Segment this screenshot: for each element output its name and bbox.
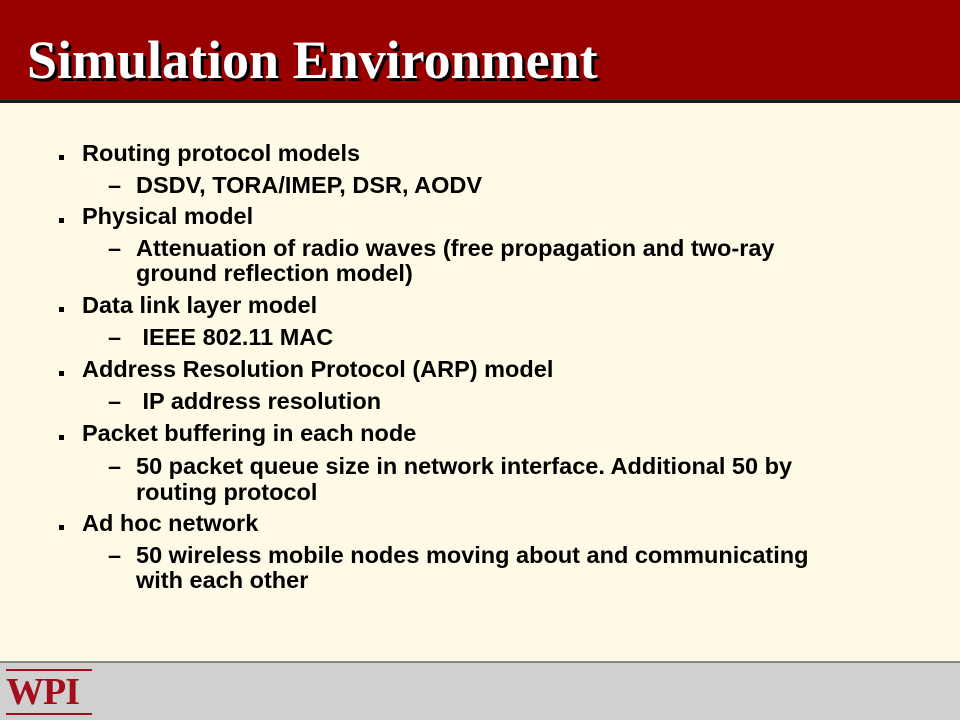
bullet-item: Routing protocol models xyxy=(82,140,361,166)
sub-item-continuation: routing protocol xyxy=(136,479,318,505)
sub-item: IEEE 802.11 MAC xyxy=(136,324,334,350)
bullet-icon xyxy=(59,525,64,530)
sub-item: Attenuation of radio waves (free propagation and two-ray xyxy=(136,235,775,261)
footer-bar xyxy=(0,661,960,720)
sub-item: 50 wireless mobile nodes moving about and communicating xyxy=(136,542,809,568)
bullet-item: Address Resolution Protocol (ARP) model xyxy=(82,356,554,382)
dash-icon: – xyxy=(108,324,122,350)
sub-item: DSDV, TORA/IMEP, DSR, AODV xyxy=(136,172,483,198)
bullet-item: Physical model xyxy=(82,203,254,229)
logo-text: WPI xyxy=(6,671,79,713)
bullet-item: Data link layer model xyxy=(82,292,318,318)
dash-icon: – xyxy=(108,235,122,261)
wpi-logo xyxy=(6,669,94,715)
bullet-icon xyxy=(59,155,64,160)
bullet-item: Ad hoc network xyxy=(82,510,259,536)
dash-icon: – xyxy=(108,542,122,568)
dash-icon: – xyxy=(108,172,122,198)
dash-icon: – xyxy=(108,453,122,479)
sub-item-continuation: with each other xyxy=(136,567,309,593)
logo-rule-bottom xyxy=(6,713,92,715)
bullet-icon xyxy=(59,435,64,440)
bullet-icon xyxy=(59,371,64,376)
bullet-item: Packet buffering in each node xyxy=(82,420,417,446)
dash-icon: – xyxy=(108,388,122,414)
sub-item: 50 packet queue size in network interface. Additional 50 by xyxy=(136,453,793,479)
sub-item: IP address resolution xyxy=(136,388,382,414)
slide-title: Simulation Environment xyxy=(27,30,598,90)
sub-item-continuation: ground reflection model) xyxy=(136,260,413,286)
bullet-icon xyxy=(59,218,64,223)
bullet-icon xyxy=(59,307,64,312)
